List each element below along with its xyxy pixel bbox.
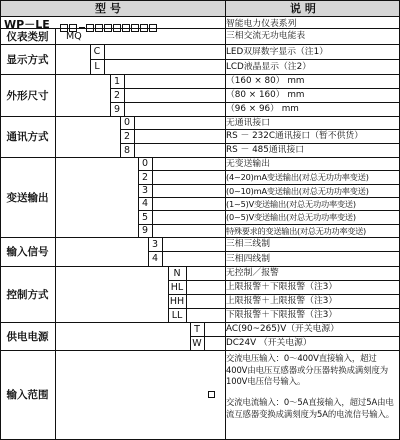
power-desc: DC24V （开关电源） bbox=[226, 338, 312, 348]
output-code: 0 bbox=[141, 158, 149, 169]
display-desc: LED双屏数字显示（注1） bbox=[226, 47, 329, 57]
display-code: C bbox=[93, 46, 101, 57]
category-type: 仪表类别 bbox=[6, 30, 49, 43]
input-signal-code: 3 bbox=[151, 238, 159, 250]
category-control: 控制方式 bbox=[6, 288, 49, 301]
power-desc: AC(90~265)V（开关电源） bbox=[226, 324, 340, 334]
output-desc: (1~5)V变送输出(对总无功功率变送) bbox=[226, 199, 356, 209]
control-code: HH bbox=[169, 295, 185, 307]
output-desc: 无变送输出 bbox=[226, 159, 270, 169]
output-code: 9 bbox=[141, 225, 149, 236]
comm-desc: RS － 232C通讯接口（暂不供货） bbox=[226, 131, 363, 141]
output-desc: 特殊要求的变送输出(对总无功功率变送) bbox=[226, 226, 366, 236]
output-desc: (0~5)V变送输出(对总无功功率变送) bbox=[226, 212, 356, 222]
size-code: 9 bbox=[113, 103, 121, 115]
type-code: MQ bbox=[66, 31, 82, 42]
comm-code: 2 bbox=[123, 130, 131, 142]
display-code: L bbox=[94, 61, 100, 72]
output-code: 5 bbox=[141, 211, 149, 223]
output-desc: (4~20)mA变送输出(对总无功功率变送) bbox=[226, 172, 369, 182]
control-desc: 无控制／报警 bbox=[226, 268, 279, 278]
control-code: N bbox=[173, 267, 181, 279]
control-code: HL bbox=[170, 281, 184, 293]
output-code: 2 bbox=[141, 171, 149, 183]
input-signal-desc: 三相四线制 bbox=[226, 254, 270, 264]
category-output: 变送输出 bbox=[6, 191, 49, 204]
model-desc: 智能电力仪表系列 bbox=[226, 19, 297, 29]
size-desc: （160 × 80） mm bbox=[226, 76, 305, 86]
category-display: 显示方式 bbox=[6, 53, 49, 66]
size-desc: （96 × 96） mm bbox=[226, 104, 299, 114]
control-desc: 上限报警＋上限报警（注3） bbox=[226, 296, 338, 306]
output-desc: (0~10)mA变送输出(对总无功功率变送) bbox=[226, 186, 369, 196]
category-comm: 通讯方式 bbox=[6, 131, 49, 143]
range-voltage-note: 交流电压输入：0～400V直接输入，超过400V由电压互感器或分压器转换成满刻度为100V电压信号输入。 bbox=[226, 353, 388, 387]
output-code: 4 bbox=[141, 198, 149, 209]
header-model-label: 型 号 bbox=[95, 2, 121, 15]
size-code: 2 bbox=[113, 89, 121, 101]
category-power: 供电电源 bbox=[6, 330, 49, 343]
category-input-signal: 输入信号 bbox=[6, 246, 49, 258]
power-code: T bbox=[194, 323, 200, 335]
type-desc: 三相交流无功电能表 bbox=[226, 31, 306, 41]
comm-code: 0 bbox=[123, 117, 131, 128]
header-desc-label: 说 明 bbox=[290, 2, 316, 15]
category-size: 外形尺寸 bbox=[6, 89, 49, 102]
input-signal-code: 4 bbox=[151, 253, 159, 264]
model-prefix: WP－LE bbox=[4, 18, 50, 31]
category-input-range: 输入范围 bbox=[6, 389, 49, 401]
range-current-note: 交流电流输入：0～5A直接输入，超过5A由电流互感器变换成满刻度为5A的电流信号输入。 bbox=[226, 397, 395, 419]
power-code: W bbox=[192, 337, 202, 349]
control-desc: 上限报警＋下限报警（注3） bbox=[226, 282, 338, 292]
comm-desc: RS － 485通讯接口 bbox=[226, 145, 305, 155]
input-signal-desc: 三相三线制 bbox=[226, 239, 270, 249]
comm-desc: 无通讯接口 bbox=[226, 118, 270, 128]
comm-code: 8 bbox=[123, 144, 131, 156]
range-code-box bbox=[208, 391, 215, 398]
output-code: 3 bbox=[141, 185, 149, 196]
control-desc: 下限报警＋下限报警（注3） bbox=[226, 310, 338, 320]
size-desc: （80 × 160） mm bbox=[226, 90, 305, 100]
control-code: LL bbox=[171, 309, 183, 321]
display-desc: LCD液晶显示（注2） bbox=[226, 62, 311, 72]
size-code: 1 bbox=[113, 75, 121, 87]
